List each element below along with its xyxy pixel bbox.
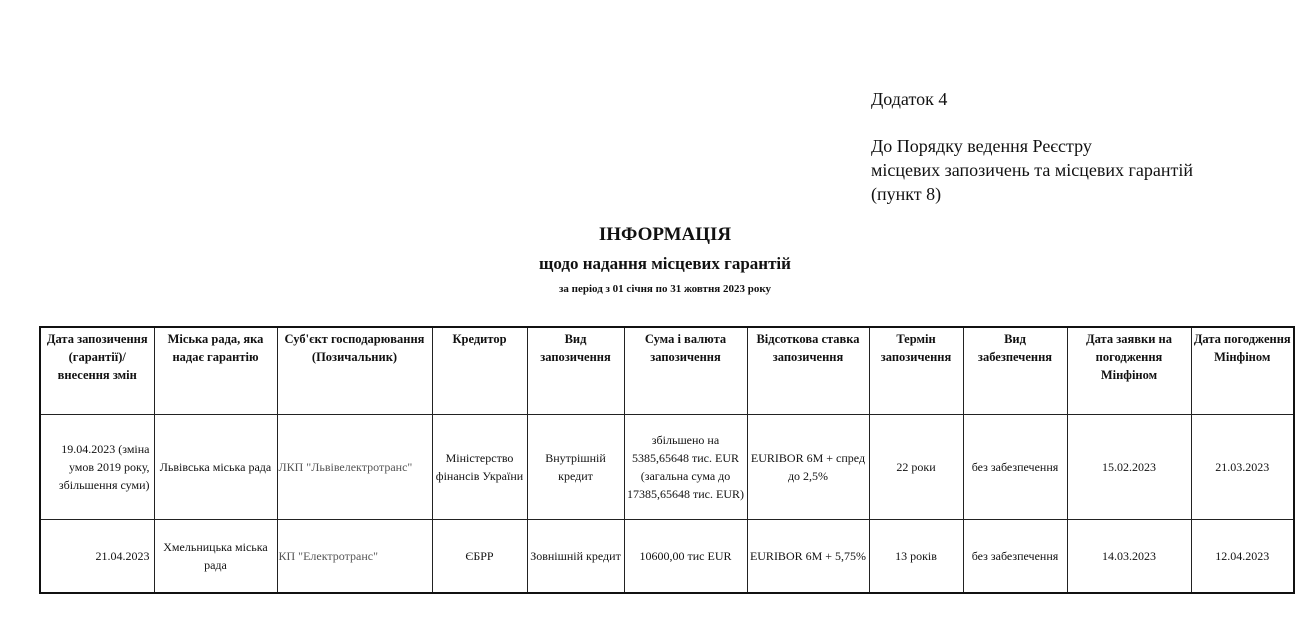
appendix-line-1: До Порядку ведення Реєстру xyxy=(871,136,1092,156)
header-row xyxy=(40,327,1294,415)
guarantees-table xyxy=(39,326,1295,594)
header-type: Вид запозичення xyxy=(527,327,624,415)
cell-council: Львівська міська рада xyxy=(154,415,277,520)
cell-approval-date: 21.03.2023 xyxy=(1191,415,1294,520)
appendix-label: Додаток 4 xyxy=(871,89,948,109)
cell-term: 22 роки xyxy=(869,415,963,520)
cell-council: Хмельницька міська рада xyxy=(154,520,277,594)
cell-type: Внутрішній кредит xyxy=(527,415,624,520)
cell-date: 19.04.2023 (зміна умов 2019 року, збільшення суми) xyxy=(40,415,154,520)
cell-security: без забезпечення xyxy=(963,520,1067,594)
header-date: Дата запозичення (гарантії)/ внесення змін xyxy=(40,327,154,415)
cell-amount: 10600,00 тис EUR xyxy=(624,520,747,594)
cell-rate: EURIBOR 6M + спред до 2,5% xyxy=(747,415,869,520)
header-request-date: Дата заявки на погодження Мінфіном xyxy=(1067,327,1191,415)
cell-approval-date: 12.04.2023 xyxy=(1191,520,1294,594)
document-title: ІНФОРМАЦІЯ xyxy=(598,224,732,245)
appendix-line-3: (пункт 8) xyxy=(871,184,942,204)
cell-term: 13 років xyxy=(869,520,963,594)
document-subtitle: щодо надання місцевих гарантій xyxy=(539,254,791,273)
table-row xyxy=(40,520,1294,594)
cell-amount: збільшено на 5385,65648 тис. EUR (загальна сума до 17385,65648 тис. EUR) xyxy=(624,415,747,520)
header-security: Вид забезпечення xyxy=(963,327,1067,415)
cell-creditor: Міністерство фінансів України xyxy=(432,415,527,520)
table-row xyxy=(40,415,1294,520)
reporting-period: за період з 01 січня по 31 жовтня 2023 року xyxy=(558,283,772,295)
cell-rate: EURIBOR 6M + 5,75% xyxy=(747,520,869,594)
header-amount: Сума і валюта запозичення xyxy=(624,327,747,415)
header-term: Термін запозичення xyxy=(869,327,963,415)
cell-request-date: 14.03.2023 xyxy=(1067,520,1191,594)
header-rate: Відсоткова ставка запозичення xyxy=(747,327,869,415)
cell-request-date: 15.02.2023 xyxy=(1067,415,1191,520)
header-council: Міська рада, яка надає гарантію xyxy=(154,327,277,415)
cell-type: Зовнішній кредит xyxy=(527,520,624,594)
appendix-note xyxy=(871,87,1193,206)
cell-date: 21.04.2023 xyxy=(40,520,154,594)
header-borrower: Суб'єкт господарювання (Позичальник) xyxy=(277,327,432,415)
cell-security: без забезпечення xyxy=(963,415,1067,520)
header-approval-date: Дата погодження Мінфіном xyxy=(1191,327,1294,415)
header-creditor: Кредитор xyxy=(432,327,527,415)
cell-borrower: ЛКП "Львівелектротранс" xyxy=(277,415,432,520)
appendix-line-2: місцевих запозичень та місцевих гарантій xyxy=(871,160,1193,180)
cell-creditor: ЄБРР xyxy=(432,520,527,594)
cell-borrower: КП "Електротранс" xyxy=(277,520,432,594)
